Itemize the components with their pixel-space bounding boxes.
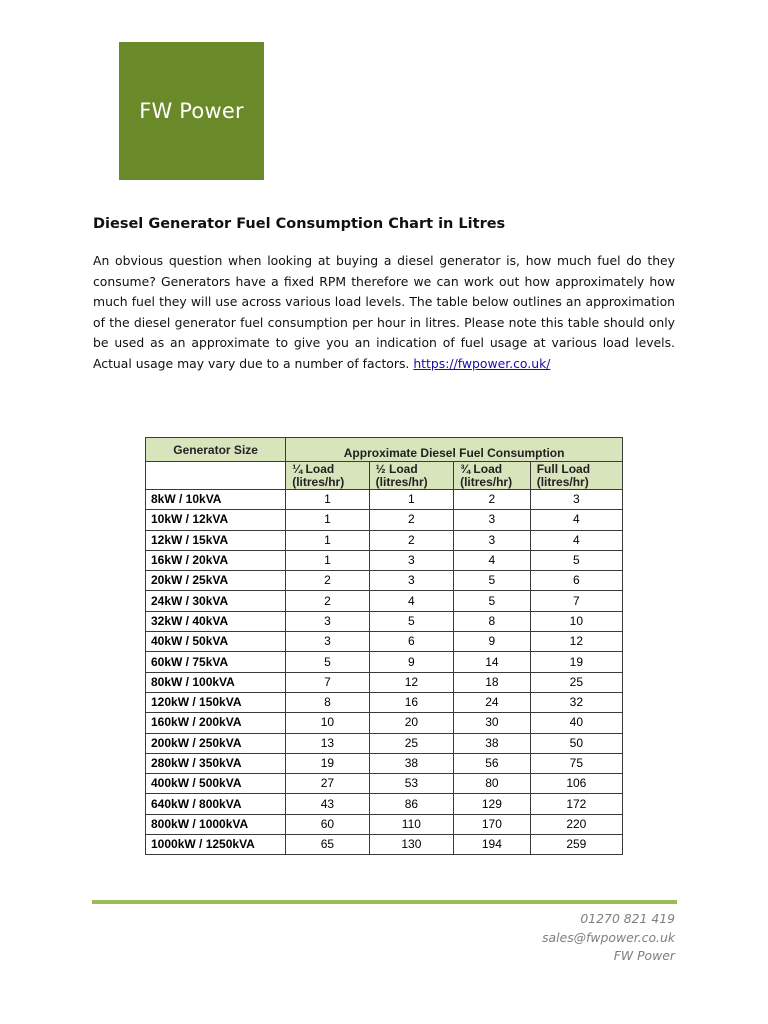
consumption-cell: 27 xyxy=(286,774,369,794)
header-load-label: ¼ Load xyxy=(292,461,335,476)
consumption-cell: 18 xyxy=(454,672,531,692)
consumption-cell: 56 xyxy=(454,753,531,773)
generator-size-cell: 80kW / 100kVA xyxy=(146,672,286,692)
header-half-load xyxy=(369,462,453,490)
consumption-cell: 110 xyxy=(369,814,453,834)
generator-size-cell: 20kW / 25kVA xyxy=(146,571,286,591)
contact-block xyxy=(542,910,675,966)
table-row xyxy=(146,713,623,733)
consumption-cell: 220 xyxy=(530,814,622,834)
consumption-cell: 1 xyxy=(286,530,369,550)
consumption-cell: 20 xyxy=(369,713,453,733)
generator-size-cell: 640kW / 800kVA xyxy=(146,794,286,814)
header-unit-label: (litres/hr) xyxy=(292,474,345,489)
table-row xyxy=(146,490,623,510)
generator-size-cell: 32kW / 40kVA xyxy=(146,611,286,631)
consumption-cell: 38 xyxy=(454,733,531,753)
consumption-cell: 75 xyxy=(530,753,622,773)
generator-size-cell: 400kW / 500kVA xyxy=(146,774,286,794)
header-unit-label: (litres/hr) xyxy=(460,474,513,489)
header-unit-label: (litres/hr) xyxy=(375,474,428,489)
consumption-cell: 13 xyxy=(286,733,369,753)
consumption-cell: 50 xyxy=(530,733,622,753)
consumption-cell: 172 xyxy=(530,794,622,814)
consumption-cell: 24 xyxy=(454,692,531,712)
table-body xyxy=(146,490,623,855)
header-generator-size: Generator Size xyxy=(146,438,286,462)
consumption-cell: 1 xyxy=(286,490,369,510)
consumption-cell: 4 xyxy=(369,591,453,611)
consumption-cell: 12 xyxy=(369,672,453,692)
table-row xyxy=(146,632,623,652)
consumption-cell: 3 xyxy=(454,530,531,550)
consumption-cell: 6 xyxy=(530,571,622,591)
table-row xyxy=(146,510,623,530)
consumption-cell: 9 xyxy=(454,632,531,652)
header-unit-label: (litres/hr) xyxy=(536,474,589,489)
intro-paragraph xyxy=(93,251,675,375)
consumption-cell: 10 xyxy=(530,611,622,631)
consumption-cell: 30 xyxy=(454,713,531,733)
header-full-load xyxy=(530,462,622,490)
consumption-cell: 8 xyxy=(454,611,531,631)
consumption-cell: 86 xyxy=(369,794,453,814)
generator-size-cell: 24kW / 30kVA xyxy=(146,591,286,611)
header-load-label: ¾ Load xyxy=(460,461,503,476)
header-three-quarter-load xyxy=(454,462,531,490)
generator-size-cell: 8kW / 10kVA xyxy=(146,490,286,510)
consumption-cell: 32 xyxy=(530,692,622,712)
consumption-cell: 43 xyxy=(286,794,369,814)
consumption-cell: 3 xyxy=(286,611,369,631)
header-quarter-load xyxy=(286,462,369,490)
consumption-cell: 130 xyxy=(369,835,453,855)
consumption-cell: 25 xyxy=(369,733,453,753)
consumption-cell: 2 xyxy=(286,591,369,611)
generator-size-cell: 120kW / 150kVA xyxy=(146,692,286,712)
website-link[interactable]: https://fwpower.co.uk/ xyxy=(413,355,551,371)
consumption-cell: 12 xyxy=(530,632,622,652)
contact-company: FW Power xyxy=(613,948,675,963)
table-row xyxy=(146,530,623,550)
table-row xyxy=(146,652,623,672)
consumption-cell: 4 xyxy=(454,550,531,570)
generator-size-cell: 40kW / 50kVA xyxy=(146,632,286,652)
consumption-cell: 80 xyxy=(454,774,531,794)
consumption-cell: 1 xyxy=(369,490,453,510)
consumption-cell: 4 xyxy=(530,510,622,530)
consumption-cell: 6 xyxy=(369,632,453,652)
table-row xyxy=(146,571,623,591)
generator-size-cell: 280kW / 350kVA xyxy=(146,753,286,773)
consumption-cell: 14 xyxy=(454,652,531,672)
consumption-cell: 2 xyxy=(454,490,531,510)
intro-text: An obvious question when looking at buying a diesel generator is, how much fuel do they consume? Generators have a fixed RPM therefore we can work out how approximately how much fuel they will use across various load levels. The table below outlines an approximation of the diesel generator fuel consumption per hour in litres. Please note this table should only be used as an approximate to give you an indication of fuel usage at various load levels. Actual usage may vary due to a number of factors. xyxy=(93,253,675,371)
generator-size-cell: 160kW / 200kVA xyxy=(146,713,286,733)
footer-divider xyxy=(92,900,677,904)
consumption-cell: 106 xyxy=(530,774,622,794)
consumption-cell: 3 xyxy=(454,510,531,530)
header-load-label: ½ Load xyxy=(375,461,418,476)
table-row xyxy=(146,611,623,631)
header-approx-consumption: Approximate Diesel Fuel Consumption xyxy=(286,438,623,462)
header-load-label: Full Load xyxy=(536,461,591,476)
logo-text: FW Power xyxy=(139,99,244,123)
consumption-cell: 2 xyxy=(369,510,453,530)
contact-phone: 01270 821 419 xyxy=(580,911,675,926)
consumption-cell: 19 xyxy=(530,652,622,672)
consumption-cell: 38 xyxy=(369,753,453,773)
contact-email: sales@fwpower.co.uk xyxy=(542,929,675,945)
consumption-cell: 19 xyxy=(286,753,369,773)
consumption-cell: 3 xyxy=(530,490,622,510)
generator-size-cell: 16kW / 20kVA xyxy=(146,550,286,570)
consumption-cell: 3 xyxy=(369,550,453,570)
generator-size-cell: 200kW / 250kVA xyxy=(146,733,286,753)
consumption-cell: 129 xyxy=(454,794,531,814)
consumption-cell: 2 xyxy=(286,571,369,591)
table-row xyxy=(146,753,623,773)
document-title: Diesel Generator Fuel Consumption Chart in Litres xyxy=(93,216,506,232)
consumption-cell: 3 xyxy=(369,571,453,591)
consumption-cell: 60 xyxy=(286,814,369,834)
table-row xyxy=(146,692,623,712)
table-row xyxy=(146,733,623,753)
consumption-cell: 194 xyxy=(454,835,531,855)
consumption-cell: 5 xyxy=(530,550,622,570)
table-row xyxy=(146,774,623,794)
generator-size-cell: 60kW / 75kVA xyxy=(146,652,286,672)
table-row xyxy=(146,550,623,570)
consumption-cell: 1 xyxy=(286,510,369,530)
consumption-cell: 25 xyxy=(530,672,622,692)
generator-size-cell: 1000kW / 1250kVA xyxy=(146,835,286,855)
consumption-cell: 2 xyxy=(369,530,453,550)
consumption-cell: 5 xyxy=(286,652,369,672)
table-row xyxy=(146,672,623,692)
table-row xyxy=(146,794,623,814)
header-blank-cell xyxy=(146,462,286,490)
consumption-cell: 4 xyxy=(530,530,622,550)
consumption-cell: 170 xyxy=(454,814,531,834)
company-logo xyxy=(119,42,264,180)
consumption-cell: 1 xyxy=(286,550,369,570)
consumption-cell: 8 xyxy=(286,692,369,712)
table-row xyxy=(146,814,623,834)
consumption-cell: 7 xyxy=(286,672,369,692)
consumption-cell: 5 xyxy=(454,571,531,591)
table-row xyxy=(146,591,623,611)
consumption-cell: 5 xyxy=(369,611,453,631)
consumption-cell: 16 xyxy=(369,692,453,712)
table-row xyxy=(146,835,623,855)
consumption-cell: 40 xyxy=(530,713,622,733)
consumption-cell: 259 xyxy=(530,835,622,855)
consumption-cell: 3 xyxy=(286,632,369,652)
consumption-cell: 53 xyxy=(369,774,453,794)
consumption-cell: 5 xyxy=(454,591,531,611)
consumption-cell: 65 xyxy=(286,835,369,855)
consumption-cell: 7 xyxy=(530,591,622,611)
consumption-cell: 10 xyxy=(286,713,369,733)
generator-size-cell: 10kW / 12kVA xyxy=(146,510,286,530)
generator-size-cell: 12kW / 15kVA xyxy=(146,530,286,550)
generator-size-cell: 800kW / 1000kVA xyxy=(146,814,286,834)
consumption-cell: 9 xyxy=(369,652,453,672)
fuel-consumption-table xyxy=(145,437,623,855)
